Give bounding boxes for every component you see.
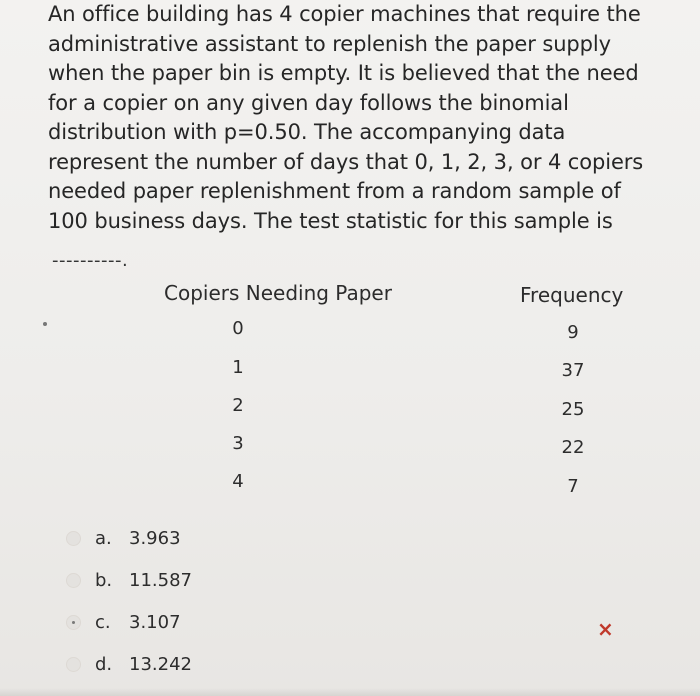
option-a[interactable] — [66, 523, 181, 553]
table-header-copiers: Copiers Needing Paper — [164, 281, 392, 305]
option-letter: b. — [95, 569, 113, 591]
option-value: 3.107 — [129, 611, 181, 633]
table-cell-copiers: 3 — [232, 433, 244, 454]
question-line: when the paper bin is empty. It is believed that the need — [48, 61, 639, 85]
option-d[interactable] — [66, 649, 192, 679]
question-line: administrative assistant to replenish the paper supply — [48, 31, 611, 56]
incorrect-icon: × — [597, 617, 614, 641]
option-c[interactable] — [66, 607, 181, 637]
table-cell-copiers: 1 — [232, 357, 244, 378]
table-cell-copiers: 0 — [232, 318, 244, 339]
page-edge-shadow — [0, 688, 700, 696]
radio-button[interactable] — [66, 573, 81, 588]
question-line: for a copier on any given day follows the binomial — [48, 90, 569, 115]
option-value: 11.587 — [129, 569, 192, 591]
question-line: 100 business days. The test statistic for this sample is — [48, 208, 613, 233]
table-cell-frequency: 37 — [561, 360, 585, 381]
option-letter: a. — [95, 527, 112, 549]
option-letter: d. — [95, 653, 113, 675]
question-line: represent the number of days that 0, 1, 2, 3, or 4 copiers — [48, 149, 644, 174]
question-text — [48, 0, 648, 236]
radio-button[interactable] — [66, 531, 81, 546]
table-cell-frequency: 22 — [561, 437, 585, 458]
radio-button-selected[interactable] — [66, 615, 81, 630]
question-line: needed paper replenishment from a random sample of — [48, 179, 621, 203]
table-cell-frequency: 25 — [561, 399, 585, 420]
table-cell-frequency: 7 — [567, 476, 579, 497]
table-cell-copiers: 4 — [232, 471, 244, 492]
table-cell-frequency: 9 — [567, 322, 579, 343]
radio-button[interactable] — [66, 657, 81, 672]
option-value: 3.963 — [129, 527, 181, 549]
option-value: 13.242 — [129, 653, 192, 675]
table-cell-copiers: 2 — [232, 395, 244, 416]
table-header-frequency: Frequency — [520, 283, 624, 307]
option-b[interactable] — [66, 565, 192, 595]
question-line: distribution with p=0.50. The accompanying data — [48, 120, 566, 144]
option-letter: c. — [95, 611, 111, 633]
question-line: An office building has 4 copier machines that require the — [48, 2, 641, 26]
answer-blank: ----------. — [52, 250, 129, 271]
bullet-dot — [43, 322, 47, 326]
